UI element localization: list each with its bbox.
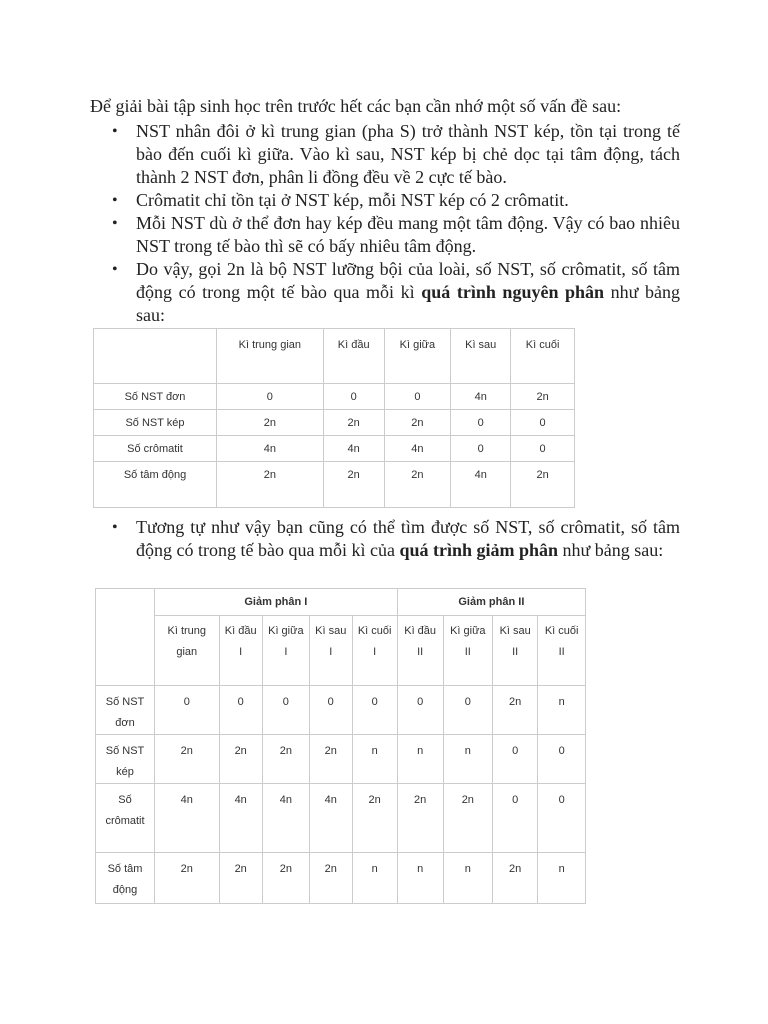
- table-cell: n: [443, 853, 493, 904]
- table-cell: 4n: [323, 436, 384, 462]
- bullet-text: Crômatit chỉ tồn tại ở NST kép, mỗi NST kép có 2 crômatit.: [136, 190, 569, 210]
- bullet-item: [110, 212, 680, 258]
- table-row: [96, 686, 586, 735]
- table-cell: 2n: [262, 853, 309, 904]
- column-header: Kì đầu II: [397, 616, 443, 686]
- table-cell: 0: [352, 686, 397, 735]
- table-cell: n: [397, 853, 443, 904]
- table-corner-cell: [94, 329, 217, 384]
- table-row: [94, 462, 575, 508]
- table-cell: 2n: [155, 735, 220, 784]
- table-cell: 4n: [155, 784, 220, 853]
- table-cell: 2n: [384, 410, 451, 436]
- group-header-giam-phan-1: Giảm phân I: [155, 589, 398, 616]
- row-label: Số NST kép: [94, 410, 217, 436]
- table-cell: 2n: [323, 410, 384, 436]
- bullet-item: [110, 516, 680, 562]
- column-header: Kì giữa II: [443, 616, 493, 686]
- row-label: Số NST kép: [96, 735, 155, 784]
- table-cell: 0: [451, 436, 511, 462]
- column-header: Kì trung gian: [155, 616, 220, 686]
- table-cell: n: [538, 853, 586, 904]
- table-cell: n: [352, 853, 397, 904]
- table-cell: 4n: [309, 784, 352, 853]
- table-cell: 2n: [493, 853, 538, 904]
- table-cell: n: [443, 735, 493, 784]
- table-cell: n: [538, 686, 586, 735]
- column-header: Kì đầu: [323, 329, 384, 384]
- table-cell: 0: [309, 686, 352, 735]
- column-header: Kì cuối: [511, 329, 575, 384]
- table-header-row: [96, 616, 586, 686]
- table-cell: 2n: [309, 735, 352, 784]
- bullet-text: Mỗi NST dù ở thể đơn hay kép đều mang một tâm động. Vậy có bao nhiêu NST trong tế bào thì sẽ có bấy nhiêu tâm động.: [136, 213, 680, 256]
- column-header: Kì cuối II: [538, 616, 586, 686]
- table-row: [96, 735, 586, 784]
- bullet-text-bold: quá trình giảm phân: [399, 540, 558, 560]
- table-cell: 0: [511, 410, 575, 436]
- bullet-list-giam-phan: [110, 516, 680, 562]
- table-cell: 2n: [155, 853, 220, 904]
- table-cell: 0: [384, 384, 451, 410]
- table-cell: 2n: [323, 462, 384, 508]
- table-cell: 0: [443, 686, 493, 735]
- bullet-text-pre: Do vậy, gọi 2n là bộ NST lưỡng bội của loài, số NST, số crômatit, số tâm động có trong một tế bào qua mỗi kì: [136, 259, 680, 302]
- table-cell: 4n: [219, 784, 262, 853]
- table-row: [96, 853, 586, 904]
- table-cell: 4n: [384, 436, 451, 462]
- column-header: Kì sau: [451, 329, 511, 384]
- bullet-item: [110, 258, 680, 327]
- table-cell: n: [352, 735, 397, 784]
- table-cell: 0: [493, 784, 538, 853]
- bullet-item: [110, 189, 680, 212]
- table-cell: 4n: [451, 384, 511, 410]
- bullet-text-post: như bảng sau:: [136, 282, 680, 325]
- table-cell: 0: [511, 436, 575, 462]
- bullet-text-bold: quá trình nguyên phân: [421, 282, 605, 302]
- table-cell: n: [397, 735, 443, 784]
- table-cell: 2n: [217, 410, 324, 436]
- table-row: [94, 436, 575, 462]
- table-cell: 0: [493, 735, 538, 784]
- table-corner-cell: [96, 589, 155, 686]
- table-cell: 0: [323, 384, 384, 410]
- table-cell: 0: [217, 384, 324, 410]
- table-row: [94, 384, 575, 410]
- table-cell: 2n: [384, 462, 451, 508]
- group-header-giam-phan-2: Giảm phân II: [397, 589, 585, 616]
- table-cell: 2n: [493, 686, 538, 735]
- table-cell: 2n: [511, 462, 575, 508]
- table-cell: 0: [397, 686, 443, 735]
- bullet-item: [110, 120, 680, 189]
- table-cell: 4n: [451, 462, 511, 508]
- table-cell: 0: [219, 686, 262, 735]
- column-header: Kì cuối I: [352, 616, 397, 686]
- column-header: Kì giữa: [384, 329, 451, 384]
- column-header: Kì đầu I: [219, 616, 262, 686]
- bullet-list-nguyen-phan: [110, 120, 680, 327]
- table-cell: 2n: [262, 735, 309, 784]
- column-header: Kì sau I: [309, 616, 352, 686]
- table-cell: 0: [538, 735, 586, 784]
- table-cell: 2n: [217, 462, 324, 508]
- table-cell: 2n: [443, 784, 493, 853]
- row-label: Số NST đơn: [96, 686, 155, 735]
- table-cell: 2n: [352, 784, 397, 853]
- table-row: [96, 784, 586, 853]
- table-cell: 2n: [511, 384, 575, 410]
- bullet-text: NST nhân đôi ở kì trung gian (pha S) trở thành NST kép, tồn tại trong tế bào đến cuối kì giữa. Vào kì sau, NST kép bị chẻ dọc tại tâm động, tách thành 2 NST đơn, phân li đồng đều về 2 cực tế bào.: [136, 121, 680, 187]
- row-label: Số NST đơn: [94, 384, 217, 410]
- intro-text: Để giải bài tập sinh học trên trước hết các bạn cần nhớ một số vấn đề sau:: [90, 96, 622, 116]
- bullet-text-post: như bảng sau:: [558, 540, 664, 560]
- table-cell: 0: [538, 784, 586, 853]
- table-cell: 2n: [309, 853, 352, 904]
- table-cell: 0: [155, 686, 220, 735]
- table-cell: 0: [451, 410, 511, 436]
- bullet-text-pre: Tương tự như vậy bạn cũng có thể tìm được số NST, số crômatit, số tâm động có trong tế bào qua mỗi kì của: [136, 517, 680, 560]
- table-giam-phan: [95, 588, 586, 904]
- column-header: Kì giữa I: [262, 616, 309, 686]
- column-header: Kì trung gian: [217, 329, 324, 384]
- table-cell: 4n: [217, 436, 324, 462]
- table-cell: 2n: [219, 735, 262, 784]
- table-cell: 2n: [397, 784, 443, 853]
- table-row: [94, 410, 575, 436]
- table-cell: 0: [262, 686, 309, 735]
- table-header-row: [94, 329, 575, 384]
- row-label: Số tâm động: [96, 853, 155, 904]
- table-nguyen-phan: [93, 328, 575, 508]
- row-label: Số crômatit: [96, 784, 155, 853]
- table-cell: 4n: [262, 784, 309, 853]
- column-header: Kì sau II: [493, 616, 538, 686]
- table-group-header-row: [96, 589, 586, 616]
- table-cell: 2n: [219, 853, 262, 904]
- row-label: Số crômatit: [94, 436, 217, 462]
- row-label: Số tâm động: [94, 462, 217, 508]
